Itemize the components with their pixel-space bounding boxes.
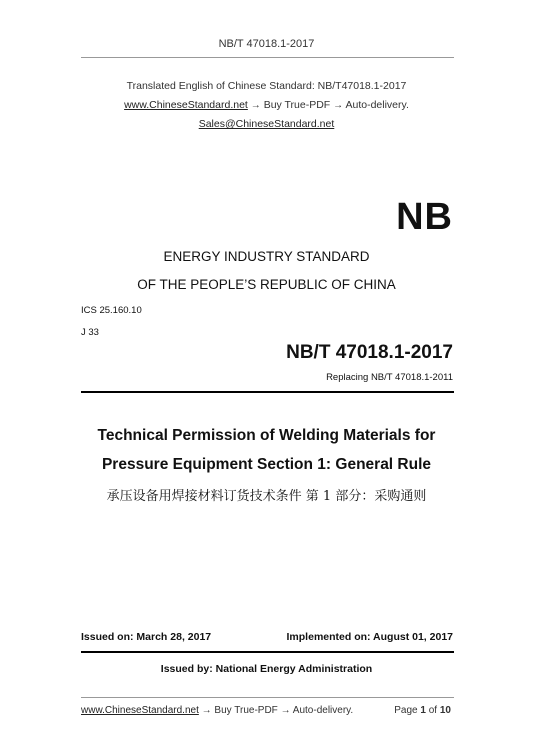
replacing-note: Replacing NB/T 47018.1-2011: [326, 372, 453, 383]
promo-line-2: [0, 99, 533, 111]
promo-line-3: [0, 118, 533, 130]
implemented-date: Implemented on: August 01, 2017: [286, 631, 453, 643]
arrow-icon: →: [250, 100, 261, 111]
title-en-line-2: Pressure Equipment Section 1: General Rule: [101, 456, 432, 473]
page-number: 1: [420, 705, 426, 716]
standard-line-1: ENERGY INDUSTRY STANDARD: [163, 249, 370, 264]
issuer: Issued by: National Energy Administration: [160, 663, 373, 675]
footer-site-link[interactable]: www.ChineseStandard.net: [81, 705, 199, 716]
issued-date: Issued on: March 28, 2017: [81, 631, 212, 643]
title-en-line-1: Technical Permission of Welding Materials for: [97, 427, 436, 444]
page-indicator: [394, 705, 451, 716]
footer-divider: [81, 697, 454, 698]
of-label: of: [428, 705, 438, 716]
ics-code: ICS 25.160.10: [81, 305, 142, 316]
promo-site-link[interactable]: www.ChineseStandard.net: [124, 99, 248, 111]
promo-line-1: Translated English of Chinese Standard: NB/T47018.1-2017: [126, 80, 407, 92]
title-divider: [81, 391, 454, 393]
page-total: 10: [439, 705, 451, 716]
standard-line-2: OF THE PEOPLE’S REPUBLIC OF CHINA: [137, 277, 396, 292]
arrow-icon: →: [280, 705, 291, 716]
header-divider: [81, 57, 454, 58]
footer-buy-text: Buy True-PDF: [214, 705, 278, 716]
page-label: Page: [394, 705, 418, 716]
header-doc-code: NB/T 47018.1-2017: [218, 38, 315, 50]
ccs-code: J 33: [81, 327, 99, 338]
footer-links: [81, 705, 353, 716]
arrow-icon: →: [201, 705, 212, 716]
title-cn: 承压设备用焊接材料订货技术条件 第 1 部分：采购通则: [106, 489, 427, 504]
arrow-icon: →: [333, 100, 344, 111]
footer-auto-text: Auto-delivery.: [292, 705, 354, 716]
dates-divider: [81, 651, 454, 653]
promo-email-link[interactable]: Sales@ChineseStandard.net: [198, 118, 335, 130]
promo-buy-text: Buy True-PDF: [263, 99, 331, 111]
promo-auto-text: Auto-delivery.: [345, 99, 409, 111]
standard-number: NB/T 47018.1-2017: [286, 342, 453, 363]
nb-logo: NB: [396, 196, 453, 238]
